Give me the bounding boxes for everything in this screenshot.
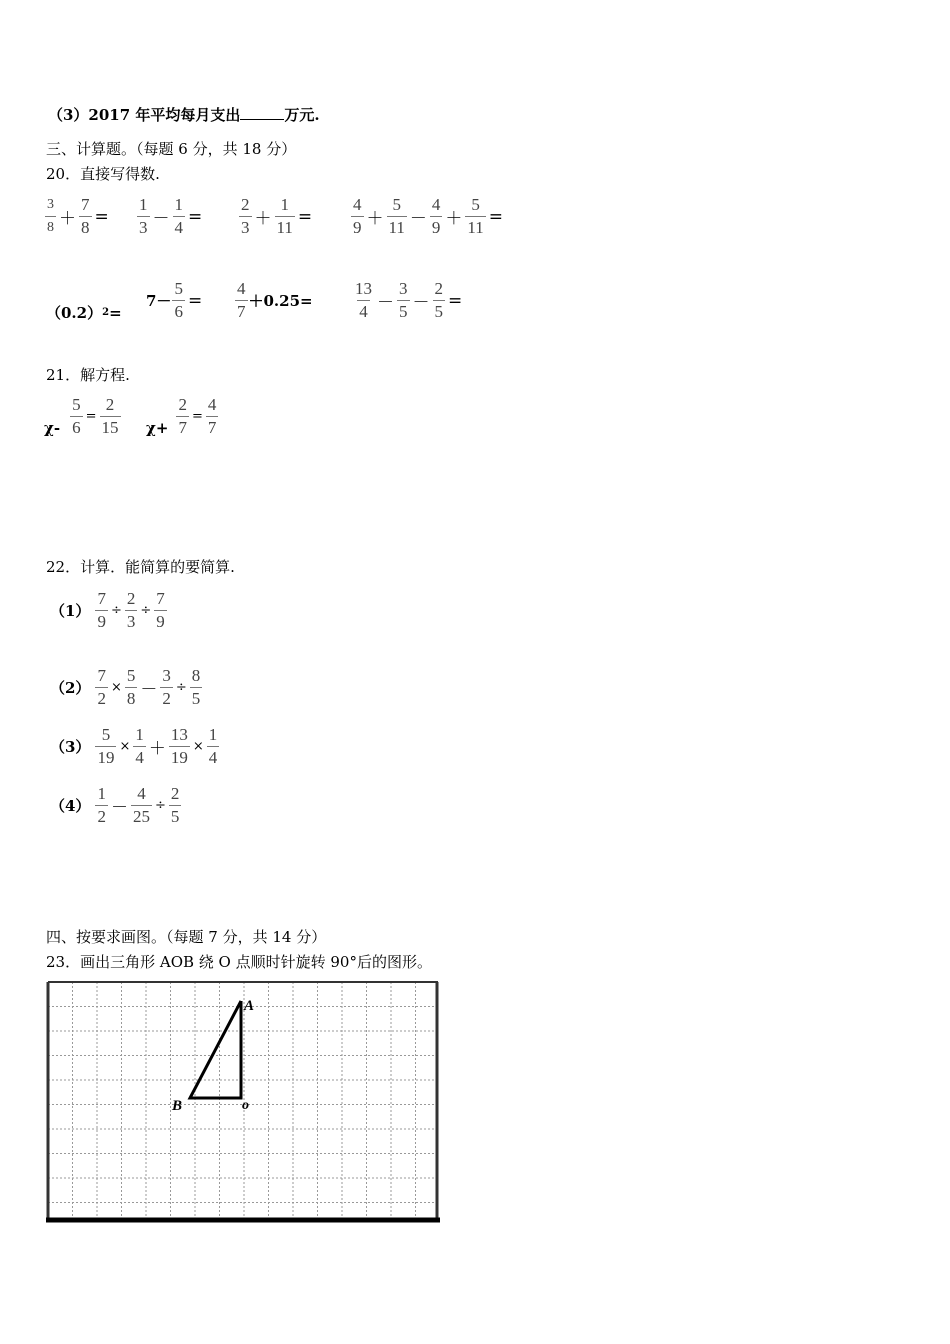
q23-title: 23．画出三角形 AOB 绕 O 点顺时针旋转 90°后的图形。 — [46, 953, 432, 971]
fraction: $\frac{2}{3}$ — [241, 195, 250, 237]
operator: ＋ — [445, 209, 463, 229]
q20-r1-b — [136, 194, 204, 239]
fraction: $\frac{1}{2}$ — [97, 784, 106, 826]
fraction: $\frac{5}{11}$ — [388, 195, 405, 237]
equals: = — [191, 409, 203, 424]
part-label: （3） — [50, 738, 91, 756]
fraction: $\frac{4}{9}$ — [353, 195, 362, 237]
q22-part3 — [50, 724, 220, 769]
fraction: $\frac{1}{3}$ — [139, 195, 148, 237]
equals: = — [109, 303, 122, 322]
part-label: （2） — [50, 679, 91, 697]
equals: = — [297, 206, 313, 227]
power-base: （0.2） — [46, 304, 103, 322]
answer-blank[interactable] — [240, 105, 284, 120]
fraction: $\frac{5}{6}$ — [72, 395, 81, 437]
fraction: $\frac{1}{4}$ — [208, 725, 218, 767]
q22-part4 — [50, 783, 182, 828]
q19-part3-suffix: 万元. — [284, 106, 320, 124]
q20-r1-a — [44, 194, 111, 239]
fraction: $\frac{5}{11}$ — [467, 195, 484, 237]
q20-r2-b — [146, 278, 204, 323]
operator: － — [110, 798, 128, 818]
q20-r1-d — [350, 194, 505, 239]
operator: ＋ — [254, 209, 272, 229]
operator: ÷ — [175, 680, 187, 695]
operator: － — [377, 293, 394, 313]
fraction: $\frac{13}{19}$ — [170, 725, 188, 767]
operator: － — [409, 209, 427, 229]
fraction: $\frac{2}{15}$ — [101, 395, 119, 437]
fraction: $\frac{7}{9}$ — [156, 589, 165, 631]
fraction: $\frac{5}{8}$ — [126, 666, 136, 708]
fraction: $\frac{7}{8}$ — [81, 195, 90, 237]
fraction: $\frac{4}{25}$ — [132, 784, 150, 826]
operator: ＋ — [366, 209, 384, 229]
label-b: B — [172, 1098, 183, 1114]
q21-equation-1 — [44, 394, 122, 439]
equals: = — [488, 206, 503, 227]
fraction: $\frac{4}{7}$ — [207, 395, 217, 437]
fraction: $\frac{3}{5}$ — [399, 279, 408, 321]
equals: = — [448, 290, 463, 311]
operator: ＋ — [148, 739, 166, 759]
operator: ÷ — [154, 798, 166, 813]
q19-part3-prefix: （3）2017 年平均每月支出 — [48, 106, 241, 124]
fraction: $\frac{2}{5}$ — [170, 784, 180, 826]
fraction: $\frac{7}{2}$ — [97, 666, 106, 708]
equals: = — [187, 290, 203, 311]
q19-part3 — [48, 104, 320, 125]
operator: ＋ — [59, 209, 76, 229]
fraction: $\frac{1}{4}$ — [135, 725, 144, 767]
q22-part2 — [50, 665, 203, 710]
equals: = — [94, 206, 109, 227]
operator: － — [152, 209, 170, 229]
part-label: （4） — [50, 797, 91, 815]
fraction: $\frac{1}{11}$ — [276, 195, 293, 237]
operator: － — [140, 680, 158, 700]
equals: = — [188, 206, 203, 227]
label-o: o — [242, 1098, 249, 1113]
fraction: $\frac{7}{9}$ — [97, 589, 106, 631]
operator: × — [119, 739, 131, 754]
lead-term: 7－ — [146, 292, 172, 310]
fraction: $\frac{2}{5}$ — [434, 279, 443, 321]
fraction: $\frac{13}{4}$ — [355, 279, 372, 321]
rotation-grid-figure — [46, 980, 440, 1224]
q20-title: 20．直接写得数. — [46, 165, 160, 183]
label-a: A — [244, 998, 255, 1014]
power-exponent: 2 — [102, 307, 110, 318]
variable: χ+ — [146, 418, 169, 437]
fraction: $\frac{4}{7}$ — [237, 279, 246, 321]
grid-svg — [46, 980, 440, 1224]
q22-title: 22．计算．能简算的要简算. — [46, 558, 235, 576]
q22-part1 — [50, 588, 168, 633]
operator: ÷ — [110, 603, 122, 618]
operator: × — [192, 739, 204, 754]
q21-title: 21．解方程. — [46, 366, 130, 384]
section3-title: 三、计算题。（每题 6 分，共 18 分） — [46, 140, 297, 158]
q21-equation-2 — [146, 394, 219, 439]
q20-r2-c — [234, 278, 313, 323]
operator: ÷ — [140, 603, 152, 618]
variable: χ- — [44, 418, 61, 437]
operator: × — [110, 680, 122, 695]
q20-r2-d — [352, 278, 464, 323]
q20-r2-a — [46, 302, 122, 323]
fraction: $\frac{2}{7}$ — [178, 395, 187, 437]
fraction: $\frac{4}{9}$ — [431, 195, 441, 237]
fraction: $\frac{3}{2}$ — [162, 666, 171, 708]
q20-r1-c — [238, 194, 314, 239]
fraction: $\frac{3}{8}$ — [45, 194, 56, 239]
operator: － — [412, 293, 430, 313]
fraction: $\frac{5}{19}$ — [97, 725, 115, 767]
fraction: $\frac{5}{6}$ — [174, 279, 183, 321]
equals: = — [85, 409, 97, 424]
fraction: $\frac{2}{3}$ — [126, 589, 136, 631]
fraction: $\frac{1}{4}$ — [174, 195, 183, 237]
fraction: $\frac{8}{5}$ — [191, 666, 201, 708]
part-label: （1） — [50, 602, 91, 620]
section4-title: 四、按要求画图。（每题 7 分，共 14 分） — [46, 928, 327, 946]
tail-term: ＋0.25= — [248, 292, 313, 310]
